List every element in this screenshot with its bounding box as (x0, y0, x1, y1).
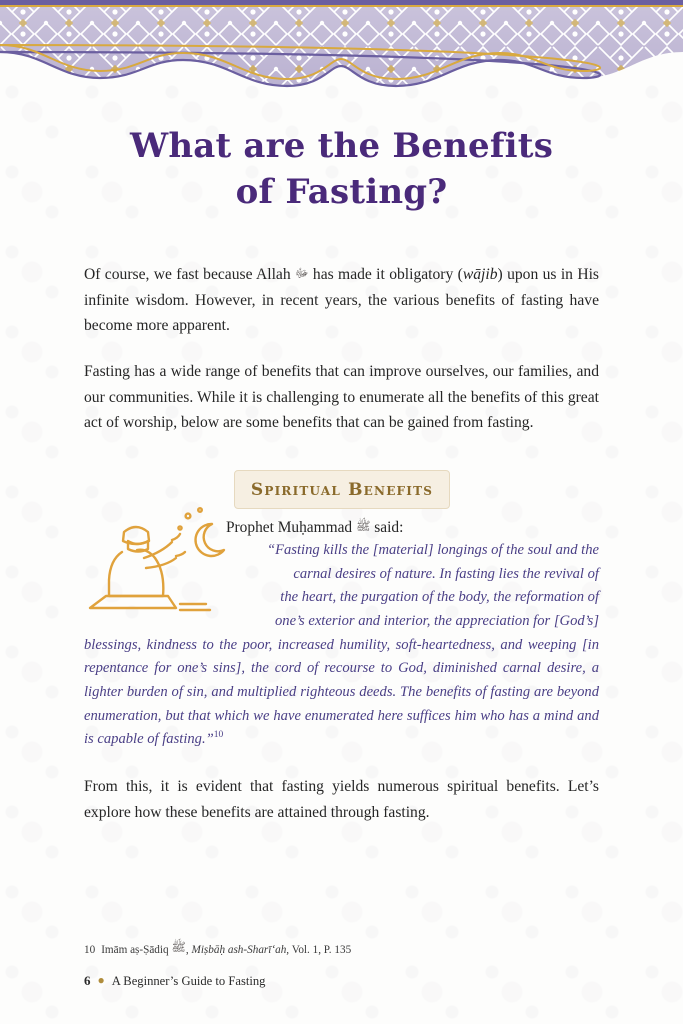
footnote-honorific-icon: ﷺ (171, 940, 186, 954)
page-footer (84, 973, 265, 989)
allah-honorific-icon: ﷻ (295, 265, 309, 280)
quote-remainder-text: blessings, kindness to the poor, increased humility, soft-heartedness, and weeping [in repentance for one’s sins], the cord of recourse to God, diminished carnal desire, a lighter burden of sin, and multiplied righteous deeds. The benefits of fasting are beyond enumeration, but that which we have enumerated here suffices him who has a mind and is capable of fasting.” (84, 636, 599, 748)
quote-line-3: the heart, the purgation of the body, the reformation of (280, 589, 599, 606)
footer-separator-dot-icon: ● (97, 973, 105, 987)
footnote-marker[interactable]: 10 (213, 730, 224, 741)
header-ornament-band (0, 0, 683, 96)
footer-page-number: 6 (84, 973, 91, 988)
praying-person-icon (84, 506, 234, 626)
page-title-line-2: of Fasting? (235, 171, 448, 212)
footnote (84, 940, 604, 957)
quote-line-1: “Fasting kills the [material] longings of the soul and the (266, 542, 599, 559)
intro-text-part-2: has made it obligatory ( (308, 265, 463, 283)
spiritual-benefits-block (84, 470, 599, 752)
footnote-author: Imām aṣ-Ṣādiq (101, 944, 172, 956)
page-title (0, 124, 683, 216)
quote-line-2: carnal desires of nature. In fasting lies the revival of (293, 565, 599, 582)
ornament-svg (0, 0, 683, 96)
quote-line-4: one’s exterior and interior, the appreciation for [God’s] (274, 613, 599, 630)
footer-book-title: A Beginner’s Guide to Fasting (111, 974, 266, 988)
page-title-line-1: What are the Benefits (129, 126, 554, 166)
footnote-source: Miṣbāḥ ash-Sharī‘ah, (191, 944, 290, 956)
quote-remainder (84, 634, 599, 752)
paragraph-closing: From this, it is evident that fasting yields numerous spiritual benefits. Let’s explore how these benefits are attained through fasting. (84, 777, 599, 821)
intro-text-part-3: ) upon us in His infinite wisdom. However, in recent years, the various benefits of fasting have become more apparent. (84, 265, 599, 335)
term-wajib: wājib (462, 265, 498, 283)
attribution-prefix: Prophet Muḥammad (226, 519, 356, 537)
intro-text-part-1: Of course, we fast because Allah (84, 265, 296, 283)
spiritual-benefits-label: Spiritual Benefits (250, 480, 434, 501)
footnote-locator: Vol. 1, P. 135 (289, 944, 352, 956)
page-content (0, 96, 683, 845)
hadith-attribution (226, 519, 599, 537)
footnote-number: 10 (84, 944, 96, 956)
praying-person-illustration (84, 506, 234, 626)
salawat-honorific-icon: ﷺ (355, 519, 371, 534)
paragraph-second: Fasting has a wide range of benefits that can improve ourselves, our families, and our communities. While it is challenging to enumerate all the benefits of this great act of worship, below are some benefits that can be gained from fasting. (84, 362, 599, 432)
paragraph-intro (84, 262, 599, 339)
attribution-suffix: said: (370, 519, 404, 537)
body-column (84, 262, 599, 826)
footnote-comma: , (185, 944, 192, 956)
spiritual-benefits-banner (234, 470, 450, 509)
